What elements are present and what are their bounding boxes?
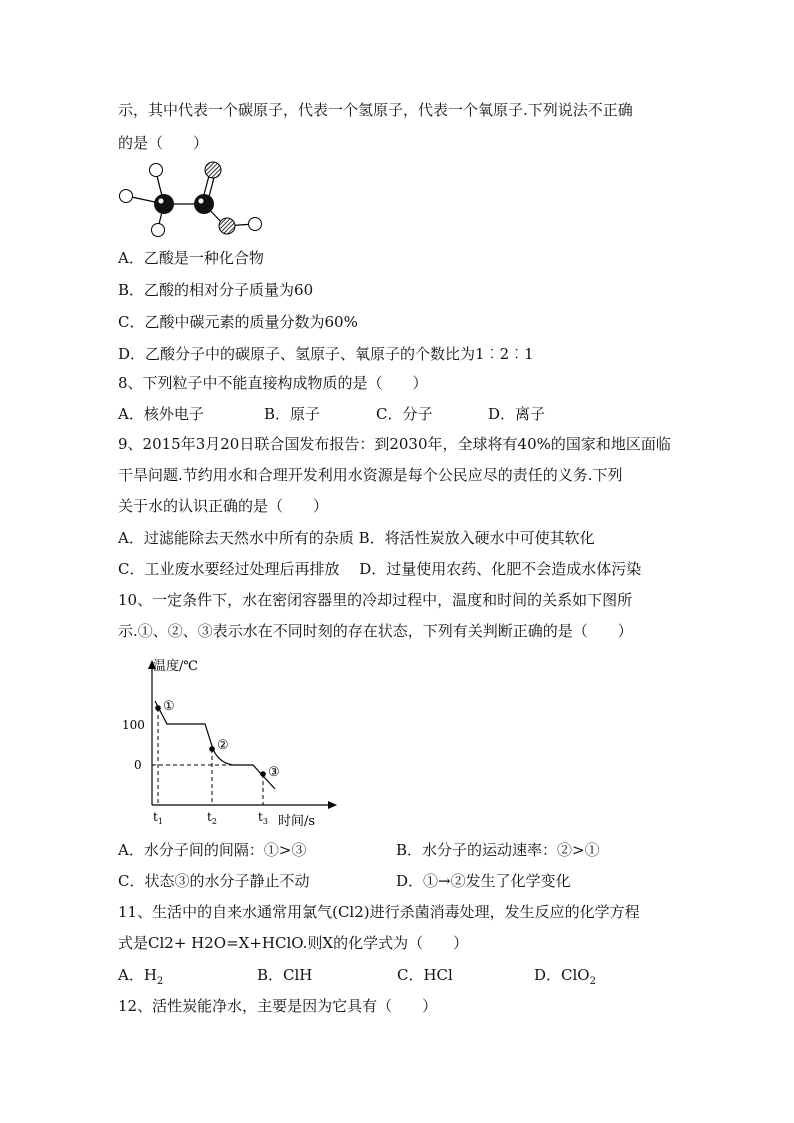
- q7-option-c: C．乙酸中碳元素的质量分数为60%: [118, 313, 358, 331]
- q11-option-a: A．$H_2$: [118, 966, 164, 987]
- q10-options-ab: [118, 840, 678, 860]
- y-axis-label: 温度/℃: [153, 659, 198, 674]
- oxygen-atom: [219, 218, 235, 234]
- state-point-2: [209, 746, 215, 752]
- q9-stem-line-3: 关于水的认识正确的是（ ）: [118, 497, 329, 515]
- q10-stem-line-2: 示.①、②、③表示水在不同时刻的存在状态，下列有关判断正确的是（ ）: [118, 622, 633, 640]
- question-stem-line-1: 示，其中代表一个碳原子，代表一个氢原子，代表一个氧原子.下列说法不正确: [118, 101, 633, 119]
- x-tick-t1: $t_1$: [153, 810, 163, 826]
- q11-options: [118, 965, 678, 987]
- cooling-curve-graph: [115, 655, 345, 830]
- state-point-1: [155, 705, 161, 711]
- state-marker-3: ③: [268, 765, 280, 780]
- q9-stem-line-1: 9、2015年3月20日联合国发布报告：到2030年，全球将有40%的国家和地区面临: [118, 435, 671, 453]
- hydrogen-atom: [120, 190, 133, 203]
- x-axis-label: 时间/s: [278, 814, 316, 829]
- q8-option-d: D．离子: [488, 405, 546, 423]
- carbon-atom: [194, 194, 214, 214]
- state-marker-2: ②: [217, 738, 229, 753]
- cooling-curve: [155, 701, 275, 789]
- q10-stem-line-1: 10、一定条件下，水在密闭容器里的冷却过程中，温度和时间的关系如下图所: [118, 591, 633, 609]
- x-tick-t2: $t_2$: [207, 810, 217, 826]
- oxygen-atom: [205, 162, 221, 178]
- q8-stem: 8、下列粒子中不能直接构成物质的是（ ）: [118, 374, 428, 392]
- hydrogen-atom: [150, 164, 163, 177]
- q10-option-c: C．状态③的水分子静止不动: [118, 872, 310, 890]
- x-tick-t3: $t_3$: [258, 810, 268, 826]
- state-point-3: [260, 771, 266, 777]
- y-tick-0: 0: [134, 758, 142, 772]
- q11-stem-line-1: 11、生活中的自来水通常用氯气(Cl2)进行杀菌消毒处理，发生反应的化学方程: [118, 903, 640, 921]
- q8-option-c: C．分子: [376, 405, 433, 423]
- q7-option-d: D．乙酸分子中的碳原子、氢原子、氧原子的个数比为1︰2︰1: [118, 345, 534, 363]
- q10-option-a: A．水分子间的间隔：①>③: [118, 841, 307, 859]
- q8-options: [118, 404, 678, 424]
- q11-option-d: D．ClO$_2$: [534, 966, 596, 987]
- acetic-acid-molecule-model: [112, 158, 272, 240]
- q11-option-b: B．ClH: [257, 966, 313, 984]
- q9-stem-line-2: 干旱问题.节约用水和合理开发利用水资源是每个公民应尽的责任的义务.下列: [118, 466, 623, 484]
- q9-options-ab: A．过滤能除去天然水中所有的杂质 B．将活性炭放入硬水中可使其软化: [118, 529, 595, 547]
- q9-options-cd: C．工业废水要经过处理后再排放 D．过量使用农药、化肥不会造成水体污染: [118, 560, 642, 578]
- state-marker-1: ①: [163, 699, 175, 714]
- y-tick-100: 100: [122, 718, 145, 732]
- q8-option-b: B．原子: [264, 405, 321, 423]
- q10-options-cd: [118, 871, 678, 891]
- hydrogen-atom: [152, 224, 165, 237]
- q7-option-a: A．乙酸是一种化合物: [118, 249, 264, 267]
- hydrogen-atom: [249, 218, 262, 231]
- q10-option-b: B．水分子的运动速率：②>①: [396, 841, 600, 859]
- q11-stem-line-2: 式是Cl2+ H2O=X+HClO.则X的化学式为（ ）: [118, 934, 469, 952]
- q12-stem: 12、活性炭能净水，主要是因为它具有（ ）: [118, 997, 438, 1015]
- q10-option-d: D．①→②发生了化学变化: [396, 872, 571, 890]
- q7-option-b: B．乙酸的相对分子质量为60: [118, 281, 314, 299]
- q11-option-c: C．HCl: [397, 966, 453, 984]
- carbon-atom: [154, 194, 174, 214]
- q8-option-a: A．核外电子: [118, 405, 204, 423]
- question-stem-line-2: 的是（ ）: [118, 134, 209, 152]
